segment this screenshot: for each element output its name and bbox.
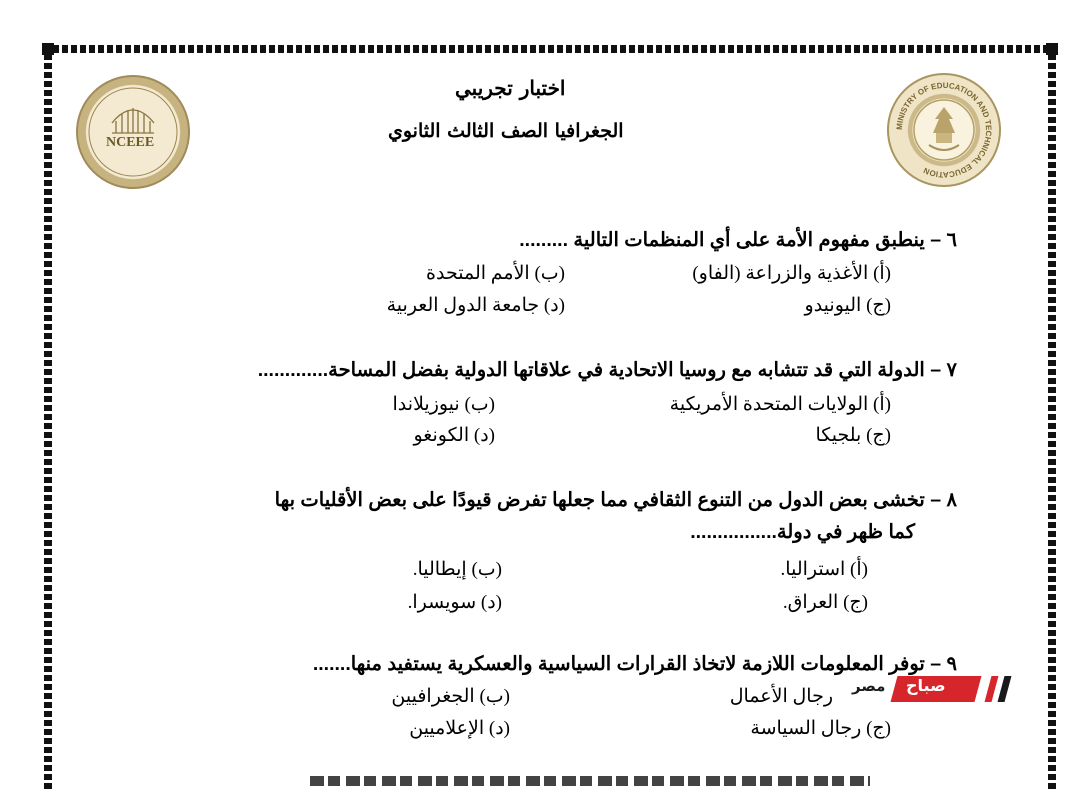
watermark-slash-1 xyxy=(985,676,999,702)
question-7-option-c: (ج) بلجيكا xyxy=(815,425,891,446)
watermark-slash-2 xyxy=(998,676,1012,702)
watermark-text-red: صباح xyxy=(906,676,946,695)
question-9-option-a: رجال الأعمال xyxy=(729,686,833,707)
question-6-option-a: (أ) الأغذية والزراعة (الفاو) xyxy=(692,263,891,284)
question-8-option-c: (ج) العراق. xyxy=(782,592,868,613)
page-border-left xyxy=(44,45,52,790)
question-6-option-b: (ب) الأمم المتحدة xyxy=(426,263,565,284)
question-6-option-c: (ج) اليونيدو xyxy=(804,295,891,316)
border-corner-top-right xyxy=(1046,43,1058,55)
next-question-cutoff xyxy=(300,772,900,786)
question-7-option-d: (د) الكونغو xyxy=(413,425,495,446)
nceee-label: NCEEE xyxy=(106,135,155,150)
exam-title: اختبار تجريبي xyxy=(455,76,566,100)
border-corner-top-left xyxy=(42,43,54,55)
question-8-stem-line2: كما ظهر في دولة................ xyxy=(690,521,915,543)
exam-subtitle: الجغرافيا الصف الثالث الثانوي xyxy=(388,120,624,142)
question-9-option-b: (ب) الجغرافيين xyxy=(391,686,510,707)
question-7-stem: ٧ – الدولة التي قد تتشابه مع روسيا الاتحادية في علاقاتها الدولية بفضل المساحة............. xyxy=(257,359,957,381)
question-8-option-d: (د) سويسرا. xyxy=(407,592,502,613)
nceee-logo xyxy=(76,75,190,189)
question-9-stem: ٩ – توفر المعلومات اللازمة لاتخاذ القرارات السياسية والعسكرية يستفيد منها....... xyxy=(312,653,957,675)
nceee-emblem-icon xyxy=(78,77,188,187)
question-7-option-a: (أ) الولايات المتحدة الأمريكية xyxy=(669,394,891,415)
question-8-option-a: (أ) استراليا. xyxy=(780,559,868,580)
question-8-option-b: (ب) إيطاليا. xyxy=(412,559,502,580)
question-7-option-b: (ب) نيوزيلاندا xyxy=(392,394,495,415)
ministry-ring-text: MINISTRY OF EDUCATION AND TECHNICAL EDUCATION xyxy=(894,80,994,180)
question-9-option-c: (ج) رجال السياسة xyxy=(750,718,891,739)
page-border-right xyxy=(1048,45,1056,790)
watermark-text-dark: مصر xyxy=(852,677,886,695)
question-8-stem-line1: ٨ – تخشى بعض الدول من التنوع الثقافي مما جعلها تفرض قيودًا على بعض الأقليات بها xyxy=(274,489,957,511)
sabah-masr-watermark xyxy=(848,674,1018,704)
page-border-top xyxy=(44,45,1056,53)
ministry-logo xyxy=(887,73,1001,187)
question-9-option-d: (د) الإعلاميين xyxy=(409,718,510,739)
question-6-option-d: (د) جامعة الدول العربية xyxy=(386,295,565,316)
ministry-seal-icon xyxy=(889,75,999,185)
question-6-stem: ٦ – ينطبق مفهوم الأمة على أي المنظمات التالية ......... xyxy=(519,229,957,251)
